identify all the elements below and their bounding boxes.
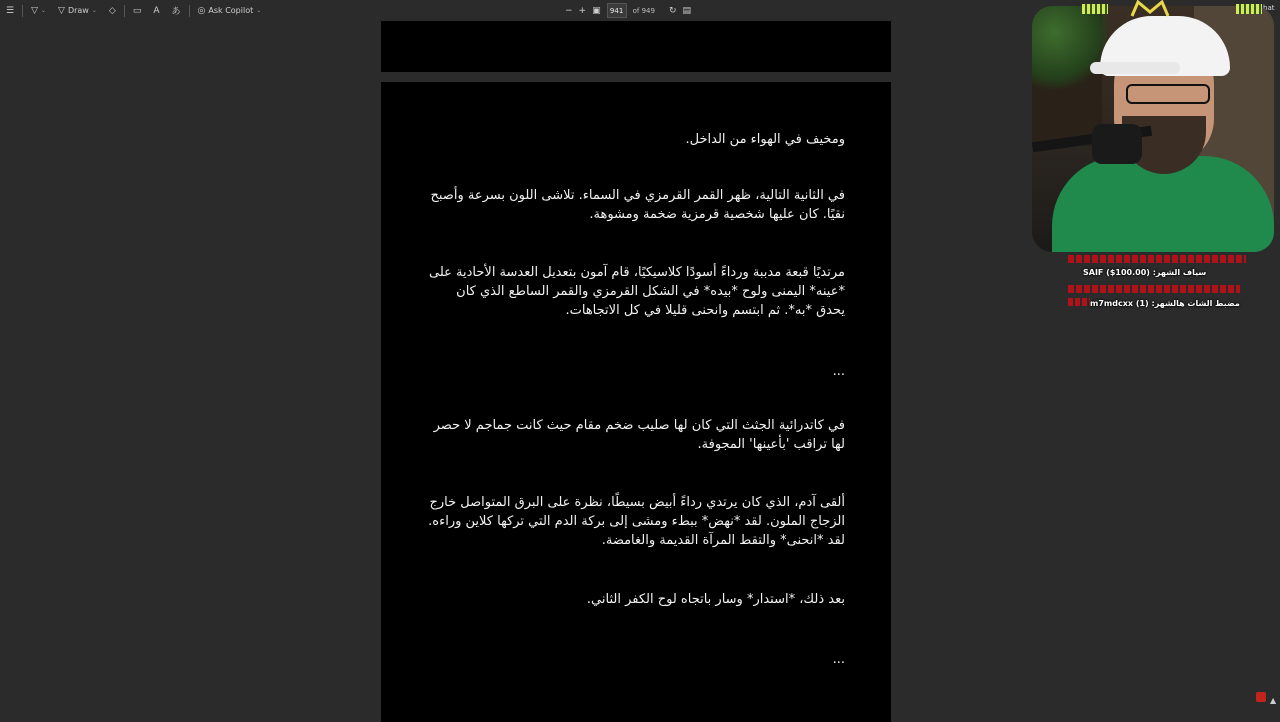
eraser-button[interactable] (103, 0, 122, 21)
paragraph: بعد ذلك، *استدار* وسار باتجاه لوح الكفر الثاني. (586, 592, 845, 607)
draw-button[interactable] (52, 0, 103, 21)
page-navigation (565, 0, 691, 21)
pdf-icon (1256, 692, 1266, 702)
glasses (1126, 84, 1210, 104)
pdf-page-current (381, 82, 891, 722)
ask-copilot-label: Ask Copilot (208, 6, 254, 15)
ask-copilot-button[interactable] (192, 0, 268, 21)
paragraph: ألقى آدم، الذي كان يرتدي رداءً أبيض بسيطًا، نظرة على البرق المتواصل خارج الزجاج الملون. لقد *نهض* ببطء ومشى إلى بركة الدم التي تركها كلاين وراءه. لقد *انحنى* والتقط المرآة القديمة والغامضة. (428, 495, 845, 548)
page-number-input[interactable]: 941 (607, 3, 627, 18)
page-total: of 949 (632, 6, 655, 15)
cap-brim (1090, 62, 1180, 74)
overlay-red-line (1068, 255, 1246, 263)
eraser-icon: ◇ (108, 5, 116, 16)
draw-icon: ▽ (58, 5, 65, 16)
overlay-red-line (1068, 285, 1240, 293)
toolbar-divider (124, 5, 125, 17)
pdf-page-previous (381, 21, 891, 72)
crown-icon (1130, 0, 1170, 18)
read-aloud-button[interactable] (147, 0, 165, 21)
paragraph: في كاتدرائية الجثث التي كان لها صليب ضخم مقام حيث كانت جماجم لا حصر لها تراقب 'بأعينها' المجوفة. (433, 418, 845, 452)
page-view-button[interactable] (127, 0, 148, 21)
paragraph: مرتديًا قبعة مدببة ورداءً أسودًا كلاسيكيًا، قام آمون بتعديل العدسة الأحادية على *عينه* اليمنى ولوح *بيده* في الشكل القرمزي والقمر الساطع الذي كان يحدق *به*. ثم ابتسم وانحنى قليلا في كل الاتجاهات. (429, 265, 845, 318)
translate-icon: あ (171, 7, 181, 17)
two-page-icon[interactable]: ▤ (682, 5, 692, 16)
webcam-overlay (1032, 6, 1274, 252)
zoom-out-icon[interactable]: − (565, 5, 573, 16)
plant-image (1032, 6, 1107, 96)
highlight-button[interactable] (25, 0, 52, 21)
paragraph: في الثانية التالية، ظهر القمر القرمزي في السماء. تلاشى اللون بسرعة وأصبح نقيًا. كان عليها شخصية قرمزية ضخمة ومشوهة. (430, 188, 845, 222)
copilot-icon: ◎ (197, 5, 206, 16)
list-icon: ☰ (6, 5, 15, 16)
toolbar-divider (22, 5, 23, 17)
chevron-down-icon: ⌄ (256, 7, 262, 14)
translate-button[interactable] (166, 0, 187, 21)
grass-decoration (1236, 4, 1262, 14)
paragraph-ellipsis: ... (832, 364, 845, 379)
overlay-top-chatter: m7mdcxx (1) :مضبط الشات هالشهر (1090, 299, 1240, 308)
fit-page-icon[interactable]: ▣ (592, 5, 601, 16)
scroll-up-icon[interactable]: ▲ (1270, 696, 1277, 705)
zoom-in-icon[interactable]: + (578, 5, 587, 16)
chevron-down-icon: ⌄ (91, 7, 97, 14)
toolbar-divider (189, 5, 190, 17)
highlight-icon: ▽ (31, 5, 38, 16)
grass-decoration (1082, 4, 1108, 14)
microphone-icon (1092, 124, 1142, 164)
text-icon: A (153, 5, 160, 16)
paragraph-ellipsis: ... (832, 652, 845, 667)
page-view-icon: ▭ (132, 5, 142, 16)
chevron-down-icon: ⌄ (41, 7, 47, 14)
overlay-red-line (1068, 298, 1090, 306)
overlay-top-donor: SAIF ($100.00) :سياف الشهر (1083, 268, 1207, 277)
rotate-icon[interactable]: ↻ (668, 5, 677, 16)
contents-button[interactable] (0, 0, 20, 21)
draw-label: Draw (67, 6, 89, 15)
paragraph: ومخيف في الهواء من الداخل. (685, 132, 845, 147)
